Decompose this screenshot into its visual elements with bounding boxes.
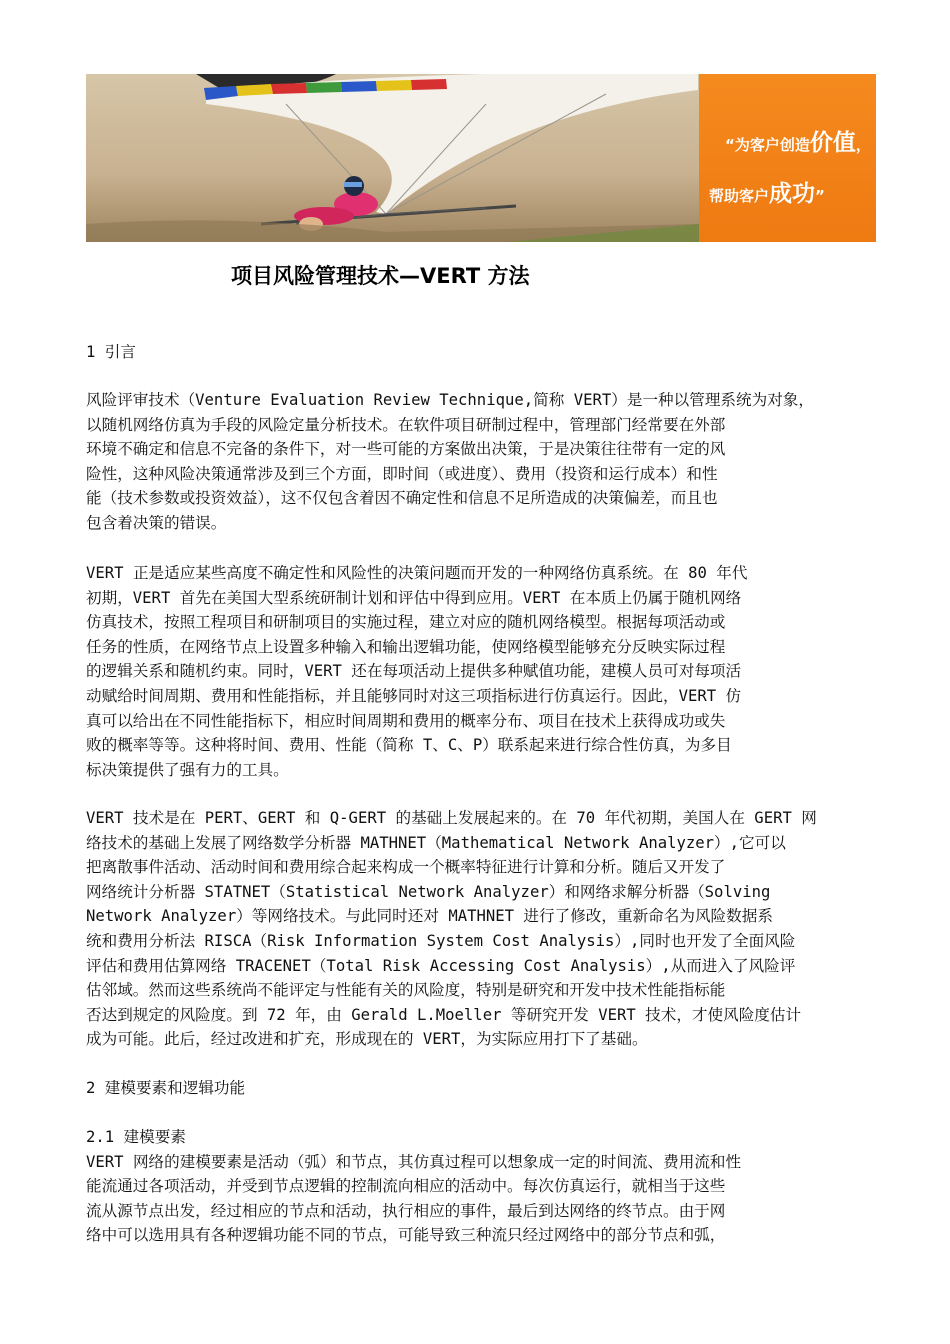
hang-glider-image xyxy=(86,74,699,242)
paragraph-line: VERT 网络的建模要素是活动（弧）和节点，其仿真过程可以想象成一定的时间流、费用流和性 xyxy=(86,1152,742,1171)
paragraph-line: 估邻域。然而这些系统尚不能评定与性能有关的风险度，特别是研究和开发中技术性能指标能 xyxy=(86,981,726,1000)
paragraph-line: 成为可能。此后，经过改进和扩充，形成现在的 VERT，为实际应用打下了基础。 xyxy=(86,1030,648,1049)
paragraph-line: 标决策提供了强有力的工具。 xyxy=(86,760,289,779)
paragraph-line: 统和费用分析法 RISCA（Risk Information System Cost Analysis）,同时也开发了全面风险 xyxy=(86,931,796,950)
section-2-1 xyxy=(86,1125,876,1248)
slogan-emphasis-success: 成功 xyxy=(769,181,816,207)
document-title: 项目风险管理技术—VERT 方法 xyxy=(231,264,530,288)
paragraph-line: 环境不确定和信息不完备的条件下，对一些可能的方案做出决策，于是决策往往带有一定的风 xyxy=(86,440,726,459)
subheading-text: 2.1 建模要素 xyxy=(86,1128,186,1146)
paragraph-3 xyxy=(86,806,876,1052)
paragraph-1 xyxy=(86,388,876,536)
paragraph-line: 动赋给时间周期、费用和性能指标，并且能够同时对这三项指标进行仿真运行。因此，VERT 仿 xyxy=(86,686,742,705)
slogan-emphasis-value: 价值 xyxy=(809,130,856,156)
slogan-text: 帮助客户 xyxy=(709,187,770,205)
slogan-panel xyxy=(699,74,876,242)
paragraph-line: 络技术的基础上发展了网络数学分析器 MATHNET（Mathematical Network Analyzer）,它可以 xyxy=(86,833,786,852)
paragraph-line: 网络统计分析器 STATNET（Statistical Network Analyzer）和网络求解分析器（Solving xyxy=(86,882,771,901)
paragraph-line: 真可以给出在不同性能指标下，相应时间周期和费用的概率分布、项目在技术上获得成功或失 xyxy=(86,711,726,730)
hang-glider-photo xyxy=(86,74,699,242)
paragraph-line: 包含着决策的错误。 xyxy=(86,513,227,532)
heading-text: 1 引言 xyxy=(86,343,136,361)
slogan-text: “为客户创造 xyxy=(725,136,810,154)
slogan-punct: ， xyxy=(855,136,871,154)
paragraph-line: 初期，VERT 首先在美国大型系统研制计划和评估中得到应用。VERT 在本质上仍属于随机网络 xyxy=(86,588,742,607)
paragraph-line: Network Analyzer）等网络技术。与此同时还对 MATHNET 进行了修改，重新命名为风险数据系 xyxy=(86,907,773,926)
paragraph-line: 能流通过各项活动，并受到节点逻辑的控制流向相应的活动中。每次仿真运行，就相当于这些 xyxy=(86,1177,726,1196)
paragraph-line: 险性，这种风险决策通常涉及到三个方面，即时间（或进度）、费用（投资和运行成本）和性 xyxy=(86,464,718,483)
paragraph-2 xyxy=(86,561,876,782)
paragraph-line: 的逻辑关系和随机约束。同时，VERT 还在每项活动上提供多种赋值功能，建模人员可对每项活 xyxy=(86,662,742,681)
slogan-line-2 xyxy=(709,175,825,208)
section-2-heading xyxy=(86,1076,876,1101)
paragraph-line: VERT 技术是在 PERT、GERT 和 Q-GERT 的基础上发展起来的。在 70 年代初期，美国人在 GERT 网 xyxy=(86,809,817,827)
paragraph-line: 流从源节点出发，经过相应的节点和活动，执行相应的事件，最后到达网络的终节点。由于网 xyxy=(86,1201,726,1220)
paragraph-line: 仿真技术，按照工程项目和研制项目的实施过程，建立对应的随机网络模型。根据每项活动或 xyxy=(86,613,726,632)
heading-text: 2 建模要素和逻辑功能 xyxy=(86,1079,246,1097)
paragraph-line: 评估和费用估算网络 TRACENET（Total Risk Accessing Cost Analysis）,从而进入了风险评 xyxy=(86,956,796,975)
paragraph-line: 络中可以选用具有各种逻辑功能不同的节点，可能导致三种流只经过网络中的部分节点和弧， xyxy=(86,1226,726,1245)
slogan-line-1 xyxy=(725,124,871,157)
paragraph-line: VERT 正是适应某些高度不确定性和风险性的决策问题而开发的一种网络仿真系统。在 80 年代 xyxy=(86,564,748,582)
paragraph-line: 风险评审技术（Venture Evaluation Review Technique,简称 VERT）是一种以管理系统为对象， xyxy=(86,391,814,409)
section-1-heading xyxy=(86,340,876,365)
paragraph-line: 任务的性质，在网络节点上设置多种输入和输出逻辑功能，使网络模型能够充分反映实际过程 xyxy=(86,637,726,656)
slogan-punct: ” xyxy=(815,187,825,205)
paragraph-line: 能（技术参数或投资效益），这不仅包含着因不确定性和信息不足所造成的决策偏差，而且也 xyxy=(86,489,718,508)
paragraph-line: 把离散事件活动、活动时间和费用综合起来构成一个概率特征进行计算和分析。随后又开发了 xyxy=(86,858,726,877)
paragraph-line: 否达到规定的风险度。到 72 年，由 Gerald L.Moeller 等研究开发 VERT 技术，才使风险度估计 xyxy=(86,1005,802,1024)
paragraph-line: 败的概率等等。这种将时间、费用、性能（简称 T、C、P）联系起来进行综合性仿真，为多目 xyxy=(86,736,732,755)
paragraph-line: 以随机网络仿真为手段的风险定量分析技术。在软件项目研制过程中，管理部门经常要在外部 xyxy=(86,415,726,434)
header-banner xyxy=(86,74,876,242)
